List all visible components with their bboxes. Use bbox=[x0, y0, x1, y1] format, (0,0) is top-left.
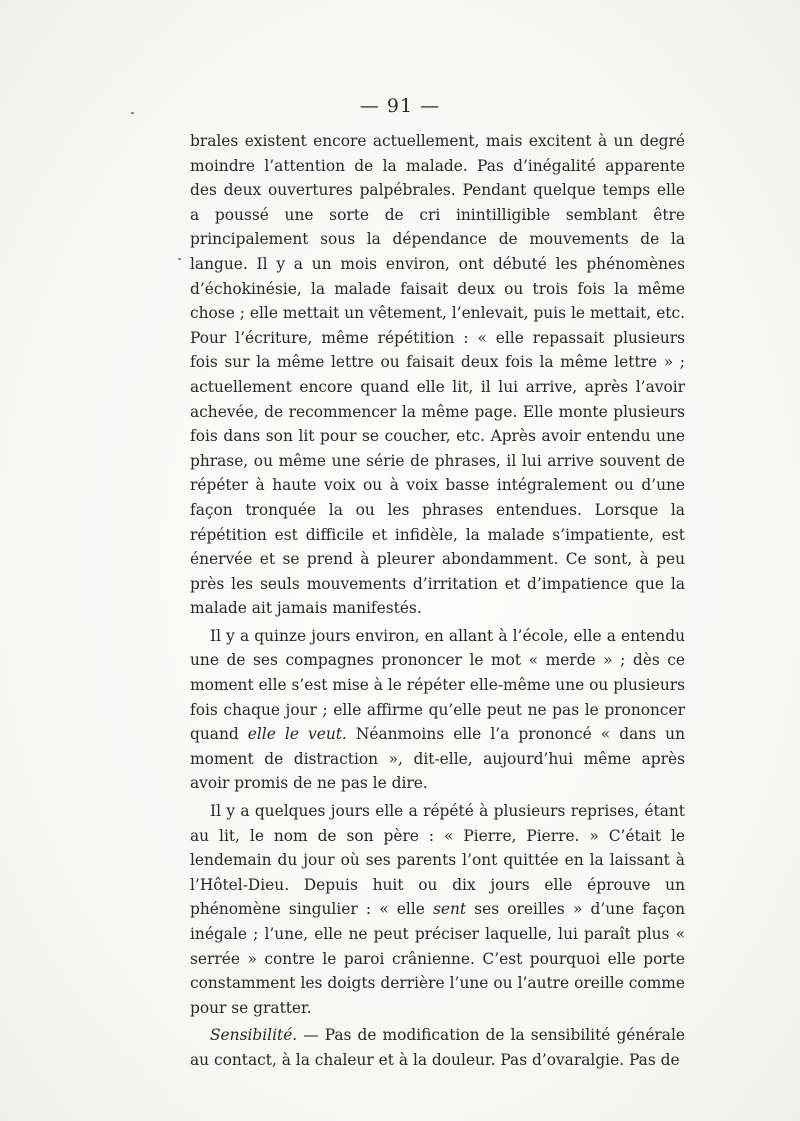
text-segment: brales existent encore actuellement, mais excitent à un degré moindre l’attention de la malade. Pas d’inégalité apparente des deux ouvertures palpébrales. Pendant quelque temps elle a poussé une sorte de cri inintilligible semblant être principalement sous la dépendance de mouvements de la langue. Il y a un mois environ, ont débuté les phénomènes d’échokinésie, la malade faisait deux ou trois fois la même chose ; elle mettait un vêtement, l’enlevait, puis le mettait, etc. Pour l’écriture, même répétition : « elle repassait plusieurs fois sur la même lettre ou faisait deux fois la même lettre » ; actuellement encore quand elle lit, il lui arrive, après l’avoir achevée, de recommencer la même page. Elle monte plusieurs fois dans son lit pour se coucher, etc. Après avoir entendu une phrase, ou même une série de phrases, il lui arrive souvent de répéter à haute voix ou à voix basse intégralement ou d’une façon tronquée la ou les phrases entendues. Lorsque la répétition est difficile et infidèle, la malade s’impatiente, est énervée et se prend à pleurer abondamment. Ce sont, à peu près les seuls mouvements d’irritation et d’impatience que la malade ait jamais manifestés. bbox=[190, 132, 685, 618]
page-number: — 91 — bbox=[359, 95, 441, 117]
text-segment: Il y a quelques jours elle a répété à plusieurs reprises, étant au lit, le nom de son père : « Pierre, Pierre. » C’était le lendemain du jour où ses parents l’ont quittée en la laissant à l’Hôtel-Dieu. Depuis huit ou dix jours elle éprouve un phénomène singulier : « elle bbox=[190, 802, 685, 919]
italic-text: Sensibilité. bbox=[210, 1026, 298, 1045]
ink-speck bbox=[178, 258, 181, 260]
paragraph bbox=[190, 129, 685, 621]
text-segment: Il y a quinze jours environ, en allant à l’école, elle a entendu une de ses compagnes prononcer le mot « merde » ; dès ce moment elle s’est mise à le répéter elle-même une ou plusieurs fois chaque jour ; elle affirme qu’elle peut ne pas le prononcer quand bbox=[190, 626, 685, 744]
paragraph bbox=[190, 1023, 685, 1072]
paragraph bbox=[190, 624, 685, 796]
text-segment: — Pas de modification de la sensibilité générale au contact, à la chaleur et à la douleur. Pas d’ovaralgie. Pas de bbox=[190, 1026, 685, 1069]
body-text bbox=[190, 129, 685, 1073]
italic-text: sent bbox=[432, 900, 467, 919]
paragraph bbox=[190, 799, 685, 1020]
text-segment: Néanmoins elle l’a prononcé « dans un moment de distraction », dit-elle, aujourd’hui même après avoir promis de ne pas le dire. bbox=[190, 725, 685, 793]
italic-text: elle le veut. bbox=[247, 725, 347, 744]
text-segment: ses oreilles » d’une façon inégale ; l’une, elle ne peut préciser laquelle, lui paraît plus « serrée » contre le paroi crânienne. C’est pourquoi elle porte constamment les doigts derrière l’une ou l’autre oreille comme pour se gratter. bbox=[190, 900, 685, 1017]
